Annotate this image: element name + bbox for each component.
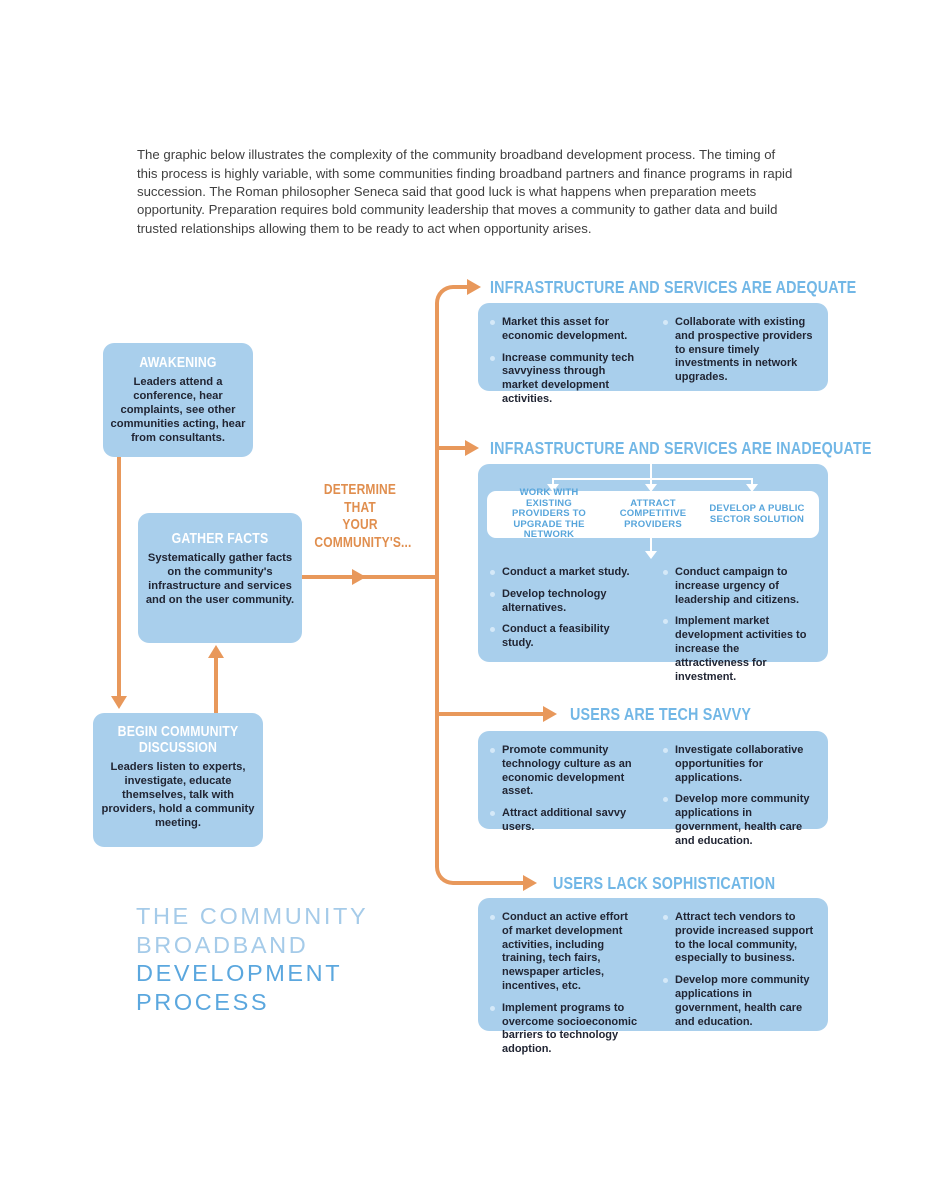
bullet-dot-icon <box>663 570 668 575</box>
list-item: Collaborate with existing and prospective providers to ensure timely investments in network upgrades. <box>663 316 814 385</box>
list-item: Investigate collaborative opportunities for applications. <box>663 744 814 785</box>
page-title-line: PROCESS <box>136 988 270 1015</box>
page-title-line: THE COMMUNITY <box>136 903 369 929</box>
stage-box-begin-community-discussion <box>93 713 263 847</box>
bullet-dot-icon <box>663 978 668 983</box>
list-item: Attract tech vendors to provide increased support to the local community, especially to business. <box>663 911 814 966</box>
page-title-line: DEVELOPMENT <box>136 960 343 987</box>
bullet-dot-icon <box>663 915 668 920</box>
white-connector <box>650 464 652 479</box>
stage-title: AWAKENING <box>139 354 217 371</box>
list-item: Develop more community applications in government, health care and education. <box>663 793 814 848</box>
bullet-dot-icon <box>490 356 495 361</box>
strategy-attract-providers: ATTRACT COMPETITIVE PROVIDERS <box>619 497 687 530</box>
list-item: Promote community technology culture as an economic development asset. <box>490 744 641 799</box>
bullet-column <box>663 744 814 857</box>
arrow-gather-facts-to-trunk <box>302 575 437 579</box>
bullet-dot-icon <box>490 592 495 597</box>
branch-inadequate <box>437 446 467 450</box>
list-item: Implement programs to overcome socioeconomic barriers to technology adoption. <box>490 1002 641 1057</box>
outcome-header-lack-sophistication: USERS LACK SOPHISTICATION <box>553 873 776 893</box>
bullet-dot-icon <box>663 748 668 753</box>
strategy-public-sector: DEVELOP A PUBLIC SECTOR SOLUTION <box>709 503 805 525</box>
outcome-header-tech-savvy: USERS ARE TECH SAVVY <box>570 704 752 724</box>
bullet-column <box>490 316 641 415</box>
branch-tech-savvy <box>437 712 545 716</box>
list-item: Conduct a market study. <box>490 566 641 580</box>
bullet-dot-icon <box>663 320 668 325</box>
outcome-box-tech-savvy <box>478 731 828 847</box>
list-item: Develop more community applications in government, health care and education. <box>663 974 814 1029</box>
arrow-awakening-to-discussion <box>117 457 121 697</box>
arrowhead-right-icon <box>467 279 481 295</box>
arrowhead-right-icon <box>352 569 366 585</box>
bullet-dot-icon <box>490 811 495 816</box>
strategy-box <box>487 487 819 541</box>
stage-box-awakening <box>103 343 253 457</box>
strategy-work-with-providers: WORK WITH EXISTING PROVIDERS TO UPGRADE THE NETWORK <box>511 487 587 541</box>
list-item: Conduct a feasibility study. <box>490 623 641 651</box>
outcome-box-adequate <box>478 303 828 405</box>
white-connector <box>650 538 652 551</box>
page-title <box>136 902 368 1016</box>
arrowhead-right-icon <box>523 875 537 891</box>
white-arrowhead-down-icon <box>645 551 657 559</box>
stage-title: BEGIN COMMUNITY DISCUSSION <box>117 723 239 756</box>
bullet-dot-icon <box>490 915 495 920</box>
stage-body: Leaders attend a conference, hear complaints, see other communities acting, hear from consultants. <box>110 376 246 444</box>
bullet-column <box>490 911 641 1065</box>
list-item: Develop technology alternatives. <box>490 588 641 616</box>
arrowhead-right-icon <box>465 440 479 456</box>
bullet-dot-icon <box>490 627 495 632</box>
stage-body: Leaders listen to experts, investigate, educate themselves, talk with providers, hold a community meeting. <box>101 761 255 829</box>
bullet-column <box>490 744 641 857</box>
bullet-dot-icon <box>490 570 495 575</box>
arrowhead-down-icon <box>111 696 127 709</box>
bullet-column <box>663 911 814 1065</box>
arrow-discussion-to-gather-facts <box>214 657 218 713</box>
bullet-dot-icon <box>663 619 668 624</box>
list-item: Attract additional savvy users. <box>490 807 641 835</box>
bullet-dot-icon <box>490 1006 495 1011</box>
bullet-column <box>490 566 641 692</box>
outcome-header-adequate: INFRASTRUCTURE AND SERVICES ARE ADEQUATE <box>490 277 857 297</box>
page-title-line: BROADBAND <box>136 931 309 958</box>
outcome-box-inadequate <box>478 464 828 683</box>
list-item: Implement market development activities to increase the attractiveness for investment. <box>663 615 814 684</box>
bullet-dot-icon <box>663 797 668 802</box>
list-item: Conduct an active effort of market development activities, including training, tech fairs, newspaper articles, incentives, etc. <box>490 911 641 994</box>
intro-paragraph: The graphic below illustrates the complexity of the community broadband development process. The timing of this process is highly variable, with some communities finding broadband partners and finance programs in rapid succession. The Roman philosopher Seneca said that good luck is what happens when preparation meets opportunity. Preparation requires bold community leadership that moves a community to gather data and build trusted relationships allowing them to be ready to act when opportunity arises. <box>137 147 793 236</box>
outcome-box-lack-sophistication <box>478 898 828 1056</box>
white-connector <box>552 478 753 480</box>
determine-label: DETERMINE THAT YOUR COMMUNITY'S... <box>314 481 412 551</box>
bullet-dot-icon <box>490 748 495 753</box>
list-item: Conduct campaign to increase urgency of leadership and citizens. <box>663 566 814 607</box>
stage-title: GATHER FACTS <box>171 530 269 547</box>
list-item: Market this asset for economic development. <box>490 316 641 344</box>
stage-body: Systematically gather facts on the community's infrastructure and services and on the user community. <box>145 552 295 606</box>
bullet-column <box>663 316 814 415</box>
stage-box-gather-facts <box>138 513 302 643</box>
bullet-column <box>663 566 814 692</box>
bullet-dot-icon <box>490 320 495 325</box>
arrowhead-up-icon <box>208 645 224 658</box>
trunk-top-branch <box>435 285 469 585</box>
outcome-header-inadequate: INFRASTRUCTURE AND SERVICES ARE INADEQUATE <box>490 438 872 458</box>
arrowhead-right-icon <box>543 706 557 722</box>
list-item: Increase community tech savvyiness through market development activities. <box>490 352 641 407</box>
